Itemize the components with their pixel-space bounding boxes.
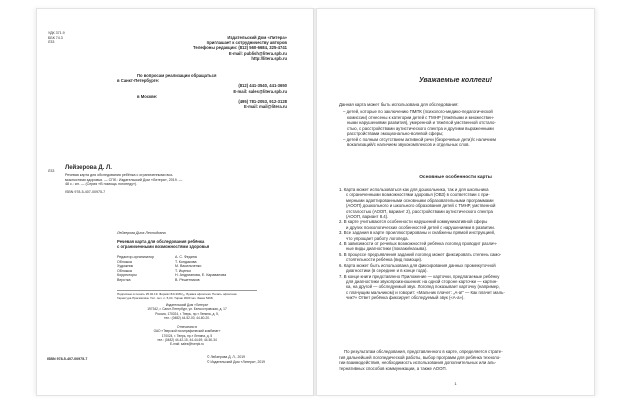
imprint-title-line: с ограниченными возможностями здоровья <box>117 244 210 250</box>
sales-moscow-email: E-mail: mail@litera.ru <box>244 104 287 110</box>
udk-block <box>48 31 65 45</box>
feature-line: 3. Все задания в карте проиллюстрированы и снабжены прямой инструкцией, <box>339 230 496 236</box>
staff-role: Обложка <box>117 259 132 264</box>
bullet-line: стью, с расстройствами аутистического спектра и другими выраженными <box>347 125 494 131</box>
sales-moscow-label: в Москве: <box>137 93 158 99</box>
publisher-line: 197342, г. Санкт-Петербург, ул. Белоостровская, д. 17 <box>147 307 227 312</box>
feature-line: для диагностики звукопроизношения: на одной стороне карточки — картин- <box>346 278 498 284</box>
publisher-invite: приглашает к сотрудничеству авторов <box>206 40 287 46</box>
feature-line: стоятельности ребёнка (вид помощи). <box>346 257 423 263</box>
staff-role: Корректоры <box>117 273 137 278</box>
staff-name: В. Решетников <box>175 277 200 282</box>
staff-name: Т. Кондакова <box>175 259 197 264</box>
imprint-staff <box>117 255 226 283</box>
feature-item <box>339 219 505 230</box>
closing-line: гия дальнейшей логопедической работы, выбор программ для ребёнка техноло- <box>339 354 501 360</box>
biblio-author: Лейзерова Д. Л. <box>65 165 112 171</box>
udk-code: УДК 371.9 <box>48 31 65 35</box>
bullet-line: – детей с полным отсутствием активной речи (безречевые дети)/с наличием <box>343 136 496 142</box>
bullet-line: вокализаций/с наличием звукокомплексов и отдельных слов. <box>347 142 470 147</box>
closing-line: тернативных способов коммуникации, а также АООП. <box>339 365 447 371</box>
staff-row <box>117 278 226 283</box>
feature-line: диагностики (в середине и в конце года). <box>346 268 428 274</box>
bullet-line: расстройствами эмоционально-волевой сферы; <box>347 131 444 136</box>
right-page <box>316 8 595 396</box>
feature-line: и других психологических особенностей детей с нарушениями в развитии. <box>346 224 496 230</box>
copyright-line: © Издательский Дом «Литера», 2019 <box>207 359 266 364</box>
staff-name: Т. Иценко <box>175 268 191 273</box>
copyright-line: © Лейзерова Д. Л., 2019 <box>207 355 245 359</box>
imprint-title <box>117 239 209 249</box>
publisher-title: Издательский Дом «Литера» <box>227 35 287 40</box>
feature-item <box>339 263 505 274</box>
bullet-item <box>343 137 496 148</box>
feature-line: чик?» Ответ ребёнка фиксирует обследуемый звук («А-а»). <box>346 295 465 301</box>
staff-role: Редактор-организатор <box>117 255 155 259</box>
bullet-list <box>343 109 496 148</box>
footer-isbn: ISBN 978-5-407-00975-7 <box>47 357 88 361</box>
imprint-printer <box>137 325 237 346</box>
sales-spb-phones: (812) 441-3540, 441-3650 <box>238 83 287 89</box>
biblio-line: Речевая карта для обследования ребёнка с ограниченными воз- <box>65 173 174 177</box>
feature-line: с ограниченными возможностями здоровья (ОВЗ) в соответствии с при- <box>346 192 490 198</box>
imprint-divider <box>117 290 257 291</box>
page-number: 1 <box>454 381 457 386</box>
feature-item <box>339 187 505 219</box>
publisher-site: http://litera.spb.ru <box>251 55 287 61</box>
print-line: Подписано в печать 25.02.19. Формат 84×108¹/₁₆. Бумага офсетная. Печать офсетная. <box>117 292 238 296</box>
imprint-print-info <box>117 292 237 300</box>
feature-line: 6. Карта может быть использована для фиксирования данных промежуточной <box>339 262 496 268</box>
staff-role: Верстка <box>117 277 131 282</box>
sales-spb-label: в Санкт-Петербурге: <box>117 78 160 84</box>
feature-item <box>339 274 505 301</box>
feature-line: 5. В процессе предъявления заданий логопед может фиксировать степень само- <box>339 251 502 257</box>
staff-name: М. Васильченко <box>175 264 202 269</box>
closing-paragraph <box>339 349 503 371</box>
feature-line: 4. В зависимости от речевых возможностей ребёнка логопед проводит различ- <box>339 241 498 247</box>
biblio-description <box>65 173 182 194</box>
closing-line: По результатам обследования, представленного в карте, определяется страте- <box>344 349 503 354</box>
biblio-line: можностями здоровья. — СПб.: Издательский Дом «Литера», 2019. — <box>65 177 183 182</box>
bullet-line: комиссии) отнесены к категории детей с ТМНР (тяжёлыми и множествен- <box>347 114 495 120</box>
feature-line: (АООП) дошкольного и школьного образования детей с ТМНР, умственной <box>346 203 496 209</box>
left-page <box>36 8 315 396</box>
feature-line: мерными адаптированными основными образовательными программами <box>346 197 494 203</box>
bullet-line: ными нарушениями развития), умеренной и тяжёлой умственной отстало- <box>347 120 496 125</box>
staff-role: Художник <box>117 264 134 269</box>
imprint-title-line: Речевая карта для обследования ребёнка <box>117 239 205 244</box>
biblio-isbn: ISBN 978-5-407-00975-7 <box>65 189 106 194</box>
bullet-item <box>343 109 496 137</box>
footer-copyrights <box>207 355 265 364</box>
imprint-author: Лейзерова Дина Леонидовна <box>117 231 166 235</box>
biblio-line: 48 с.: ил. — (Серия «В помощь логопеду»). <box>65 182 138 187</box>
publisher-line: тел.: (0482) 44-52-00, 44-60-20. <box>164 315 210 320</box>
sales-spb-email: E-mail: sales@litera.spb.ru <box>233 88 287 94</box>
imprint-publisher <box>137 303 237 320</box>
bullet-line: – детей, которые по заключению ПМПК (психолого-медико-педагогической <box>343 109 493 114</box>
feature-line: ные виды диагностики (показки/называ). <box>346 246 428 252</box>
feature-item <box>339 230 505 241</box>
publisher-line: Россия, 170024, г. Тверь, пр-т Ленина, д. 5, <box>155 311 219 316</box>
printer-line: 170024, г. Тверь, пр-т Ленина, д. 5 <box>161 333 213 338</box>
feature-line: что упрощает работу логопеда. <box>346 235 409 241</box>
staff-role: Обложка <box>117 268 132 273</box>
printer-line: ОАО «Тверской полиграфический комбинат» <box>153 329 221 334</box>
feature-item <box>339 252 505 263</box>
publisher-contact-block <box>117 35 287 61</box>
printer-line: E-mail: sales@tverpk.ru <box>170 342 204 347</box>
author-mark: Л33 <box>48 40 55 45</box>
printed-label: Отпечатано в <box>176 325 197 329</box>
section-subheading: Основные особенности карты <box>419 175 492 180</box>
publisher-phones: Телефоны редакции: (812) 560-6684, 325-4741 <box>193 45 287 51</box>
feature-line: отсталостью (АООП, вариант 2), расстройствами аутистического спектра <box>346 208 493 214</box>
print-line: Гарнитура Прагматика. Усл. печ. л. 5,04. Тираж 3000 экз. Заказ 5468. <box>117 296 214 300</box>
publisher-email: E-mail: publish@litera.spb.ru <box>228 50 287 56</box>
printer-line: тел.: (0482) 44-42-15, 44-44-69, 44-50-34 <box>157 337 217 342</box>
staff-name: Н. Андрианова, Е. Караванова <box>175 273 227 278</box>
feature-line: 7. В конце книги представлено Приложение — карточки, предлагаемые ребёнку <box>339 273 500 279</box>
feature-item <box>339 241 505 252</box>
feature-list <box>339 187 505 301</box>
page-heading: Уважаемые коллеги! <box>418 77 493 84</box>
bbk-code: ББК 74.3 <box>48 35 63 40</box>
publisher-line: Издательский Дом «Литера» <box>165 303 209 307</box>
feature-line: ка, на другой — обследуемый звук. Логопед показывает карточку (например, <box>346 284 500 290</box>
feature-line: 1. Карта может использоваться как для дошкольника, так и для школьника <box>339 187 489 192</box>
feature-line: с плачущим мальчиком) и говорит: «Мальчик плачет: „А-а!“ — Как плачет маль- <box>346 289 505 295</box>
sales-block <box>117 73 287 109</box>
sales-title: По вопросам реализации обращаться <box>137 73 217 78</box>
biblio-code: Л33 <box>48 169 55 173</box>
sales-moscow-phones: (495) 781-2053, 912-3128 <box>238 99 287 105</box>
closing-line: гии взаимодействия, необходимость использования дополнительных или аль- <box>339 360 497 365</box>
feature-line: 2. В карте учитываются особенности нарушений коммуникативной сферы <box>339 219 488 225</box>
staff-name: А. С. Федина <box>175 255 197 259</box>
intro-text: Данная карта может быть использована для обследования: <box>339 102 459 107</box>
feature-line: (АООП, вариант 8.4). <box>346 214 389 220</box>
